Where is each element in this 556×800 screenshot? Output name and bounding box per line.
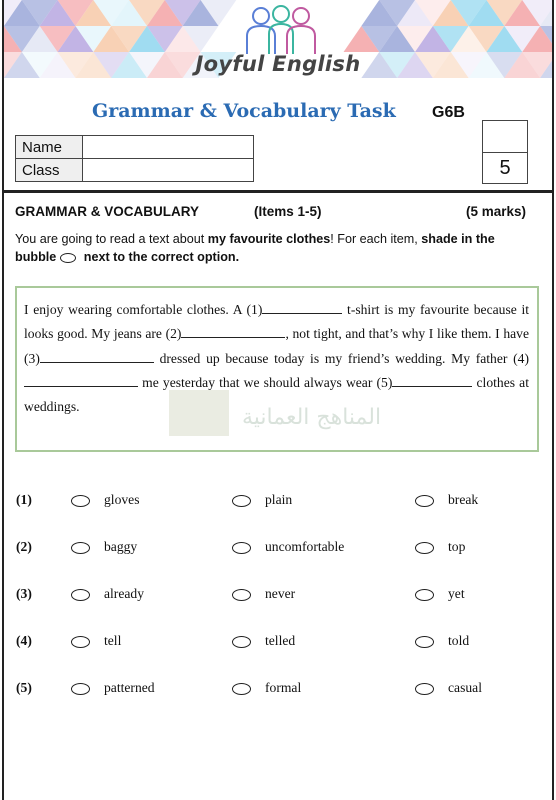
answer-bubble[interactable] [232, 542, 251, 554]
gap-2 [181, 323, 285, 338]
brand-name: Joyful English [195, 52, 361, 76]
question-number: (2) [16, 539, 32, 554]
worksheet-page [2, 0, 554, 800]
answer-option-label: break [448, 492, 479, 507]
passage-part-3: , not tight, and that’s why I like them. I have (3) [24, 326, 529, 366]
watermark-text: المناهج العمانية [242, 405, 382, 430]
question-row [4, 586, 552, 608]
header-divider [4, 190, 552, 193]
answer-bubble[interactable] [71, 636, 90, 648]
instruction-text-2: ! For each item, [330, 232, 422, 246]
answer-bubble[interactable] [232, 636, 251, 648]
passage-part-6: clothes at weddings. [24, 374, 529, 415]
answer-option-label: told [448, 633, 470, 648]
gap-5 [392, 372, 472, 387]
answer-option-label: gloves [104, 492, 140, 507]
instruction-text-1: You are going to read a text about [15, 232, 208, 246]
question-number: (3) [16, 586, 32, 601]
question-row [4, 633, 552, 655]
section-title: GRAMMAR & VOCABULARY [15, 204, 199, 219]
class-field[interactable] [83, 159, 254, 182]
answer-bubble[interactable] [415, 495, 434, 507]
answer-bubble[interactable] [71, 542, 90, 554]
question-row [4, 492, 552, 514]
answer-bubble[interactable] [71, 683, 90, 695]
question-number: (4) [16, 633, 32, 648]
question-row [4, 539, 552, 561]
score-box [482, 120, 528, 184]
answer-option-label: top [448, 539, 466, 554]
score-earned-field[interactable] [483, 121, 527, 153]
answer-bubble[interactable] [415, 683, 434, 695]
answer-option-label: casual [448, 680, 482, 695]
people-logo-icon [239, 4, 323, 56]
instruction-shade: shade in the bubble [15, 232, 495, 264]
passage-part-4: dressed up because today is my friend’s wedding. My father (4) [153, 350, 529, 366]
answer-option-label: baggy [104, 539, 138, 554]
answer-bubble[interactable] [232, 683, 251, 695]
answer-bubble[interactable] [415, 589, 434, 601]
answer-option-label: already [104, 586, 144, 601]
instructions [15, 230, 535, 266]
answer-bubble[interactable] [71, 495, 90, 507]
answer-option-label: tell [104, 633, 122, 648]
answer-bubble[interactable] [232, 589, 251, 601]
gap-4 [24, 372, 138, 387]
watermark-block [169, 390, 229, 436]
bubble-sample-icon [60, 253, 76, 263]
answer-option-label: uncomfortable [265, 539, 345, 554]
score-total: 5 [499, 157, 511, 179]
instruction-text-3: next to the correct option. [80, 250, 240, 264]
section-marks: (5 marks) [466, 204, 527, 219]
passage-part-2: t-shirt is my favourite because it looks good. My jeans are (2) [24, 302, 529, 342]
task-title: Grammar & Vocabulary Task [92, 100, 396, 122]
question-number: (1) [16, 492, 32, 507]
student-info-table [15, 135, 254, 182]
instruction-topic: my favourite clothes [207, 232, 331, 246]
answer-option-label: patterned [104, 680, 155, 695]
passage-part-1: I enjoy wearing comfortable clothes. A (1) [24, 302, 263, 317]
answer-option-label: telled [265, 633, 296, 648]
answer-bubble[interactable] [415, 542, 434, 554]
answer-bubble[interactable] [71, 589, 90, 601]
worksheet-header [4, 0, 552, 190]
answer-bubble[interactable] [232, 495, 251, 507]
answer-option-label: plain [265, 492, 293, 507]
question-number: (5) [16, 680, 32, 695]
name-field[interactable] [83, 136, 254, 159]
gap-1 [262, 299, 342, 314]
class-label: Class [16, 159, 83, 182]
grade-label: G6B [432, 104, 465, 121]
answer-option-label: formal [265, 680, 302, 695]
answer-option-label: never [265, 586, 296, 601]
passage-part-5: me yesterday that we should always wear (5) [138, 374, 393, 390]
name-label: Name [16, 136, 83, 159]
question-row [4, 680, 552, 702]
answer-bubble[interactable] [415, 636, 434, 648]
answer-option-label: yet [448, 586, 465, 601]
gap-3 [40, 348, 154, 363]
section-items: (Items 1-5) [254, 204, 322, 219]
